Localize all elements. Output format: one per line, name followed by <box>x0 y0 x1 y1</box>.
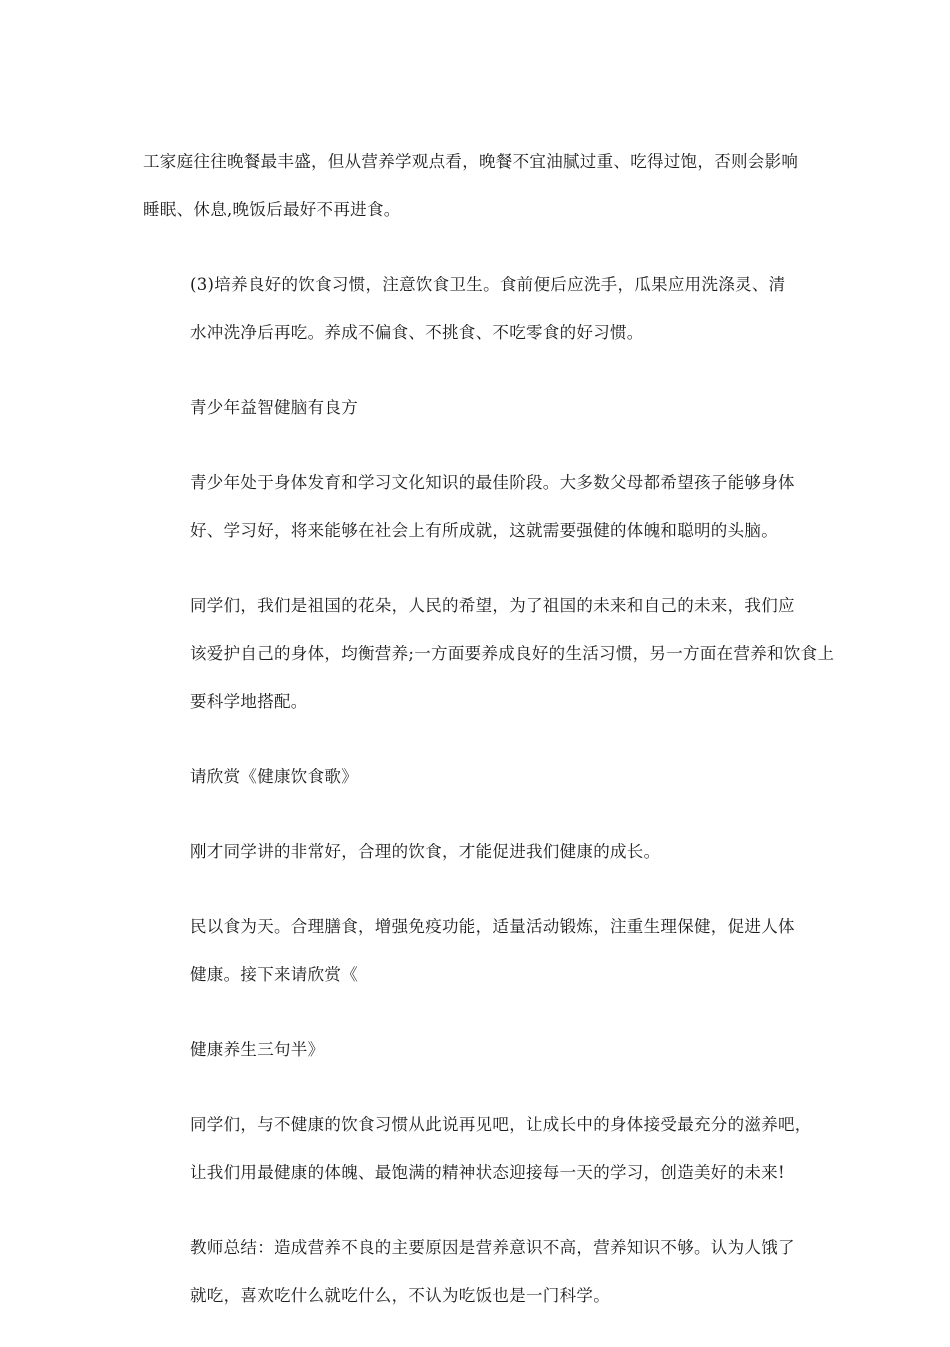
heading-line: 青少年益智健脑有良方 <box>190 398 358 417</box>
paragraph-youth-development <box>143 459 813 555</box>
paragraph-line: 健康养生三句半》 <box>190 1040 325 1059</box>
paragraph-skit-title <box>143 1026 813 1074</box>
paragraph-dinner-advice <box>143 138 813 234</box>
paragraph-line: (3)培养良好的饮食习惯，注意饮食卫生。食前便后应洗手，瓜果应用洗涤灵、清 <box>190 275 786 294</box>
paragraph-line: 要科学地搭配。 <box>190 692 308 711</box>
paragraph-line: 刚才同学讲的非常好，合理的饮食，才能促进我们健康的成长。 <box>190 842 661 861</box>
paragraph-line: 工家庭往往晚餐最丰盛，但从营养学观点看，晚餐不宜油腻过重、吃得过饱，否则会影响 <box>143 152 799 171</box>
paragraph-line: 青少年处于身体发育和学习文化知识的最佳阶段。大多数父母都希望孩子能够身体 <box>190 473 795 492</box>
paragraph-teacher-summary <box>143 1224 813 1320</box>
paragraph-line: 同学们，与不健康的饮食习惯从此说再见吧，让成长中的身体接受最充分的滋养吧， <box>190 1115 812 1134</box>
paragraph-line: 睡眠、休息,晚饭后最好不再进食。 <box>143 200 401 219</box>
paragraph-food-first <box>143 903 813 999</box>
paragraph-line: 水冲洗净后再吃。养成不偏食、不挑食、不吃零食的好习惯。 <box>190 323 644 342</box>
section-heading-brain-health <box>143 384 813 432</box>
paragraph-line: 教师总结：造成营养不良的主要原因是营养意识不高，营养知识不够。认为人饿了 <box>190 1238 795 1257</box>
paragraph-song-intro <box>143 753 813 801</box>
paragraph-praise <box>143 828 813 876</box>
paragraph-line: 请欣赏《健康饮食歌》 <box>190 767 358 786</box>
paragraph-line: 该爱护自己的身体，均衡营养;一方面要养成良好的生活习惯，另一方面在营养和饮食上 <box>190 644 835 663</box>
paragraph-eating-habits <box>143 261 813 357</box>
paragraph-line: 让我们用最健康的体魄、最饱满的精神状态迎接每一天的学习，创造美好的未来! <box>190 1163 785 1182</box>
paragraph-students-appeal <box>143 582 835 726</box>
paragraph-line: 健康。接下来请欣赏《 <box>190 965 358 984</box>
paragraph-line: 就吃，喜欢吃什么就吃什么，不认为吃饭也是一门科学。 <box>190 1286 610 1305</box>
paragraph-line: 好、学习好，将来能够在社会上有所成就，这就需要强健的体魄和聪明的头脑。 <box>190 521 778 540</box>
paragraph-line: 同学们，我们是祖国的花朵，人民的希望，为了祖国的未来和自己的未来，我们应 <box>190 596 795 615</box>
document-body <box>143 138 835 1347</box>
paragraph-farewell <box>143 1101 813 1197</box>
paragraph-line: 民以食为天。合理膳食，增强免疫功能，适量活动锻炼，注重生理保健，促进人体 <box>190 917 795 936</box>
